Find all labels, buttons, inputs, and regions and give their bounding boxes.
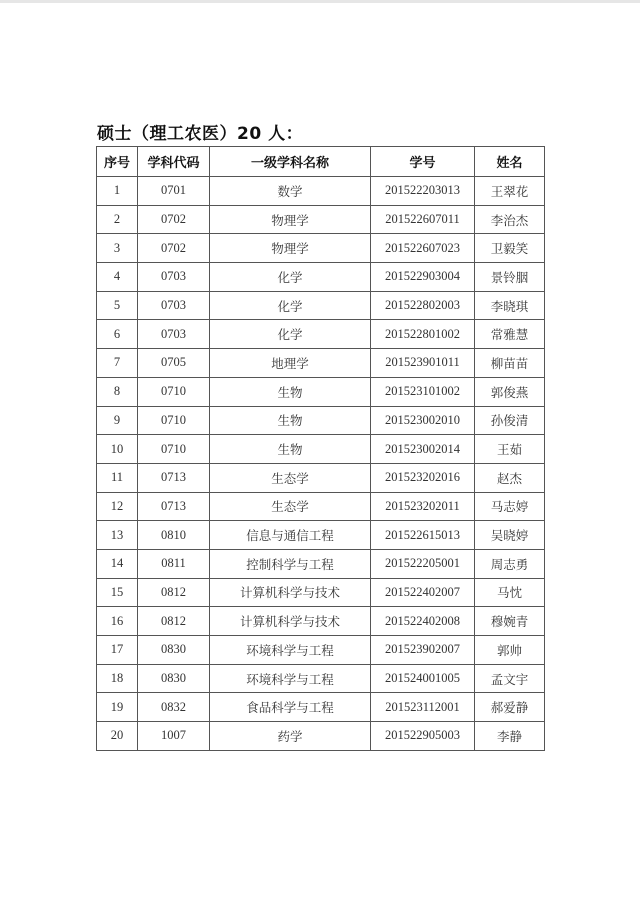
cell-student-name: 柳苗苗: [475, 349, 545, 378]
table-row: [97, 291, 545, 320]
cell-subject-name: 计算机科学与技术: [210, 607, 371, 636]
cell-student-id: 201522801002: [371, 320, 475, 349]
header-code: 学科代码: [138, 147, 210, 177]
cell-student-id: 201522402008: [371, 607, 475, 636]
cell-subject-name: 食品科学与工程: [210, 693, 371, 722]
cell-subject-code: 0713: [138, 463, 210, 492]
cell-student-name: 郭俊燕: [475, 377, 545, 406]
cell-subject-name: 计算机科学与技术: [210, 578, 371, 607]
table-row: [97, 263, 545, 292]
table-row: [97, 177, 545, 206]
table-row: [97, 349, 545, 378]
cell-index: 2: [97, 205, 138, 234]
table-row: [97, 320, 545, 349]
student-roster-table: [96, 146, 545, 751]
cell-subject-code: 0713: [138, 492, 210, 521]
cell-student-id: 201523901011: [371, 349, 475, 378]
cell-student-name: 马忱: [475, 578, 545, 607]
cell-index: 20: [97, 722, 138, 751]
header-name: 姓名: [475, 147, 545, 177]
cell-student-id: 201523112001: [371, 693, 475, 722]
cell-subject-code: 0811: [138, 549, 210, 578]
table-header-row: [97, 147, 545, 177]
cell-index: 11: [97, 463, 138, 492]
table-row: [97, 693, 545, 722]
cell-student-name: 李静: [475, 722, 545, 751]
cell-index: 4: [97, 263, 138, 292]
cell-index: 19: [97, 693, 138, 722]
cell-student-id: 201523002014: [371, 435, 475, 464]
cell-student-name: 王翠花: [475, 177, 545, 206]
cell-index: 10: [97, 435, 138, 464]
table-row: [97, 578, 545, 607]
cell-subject-name: 药学: [210, 722, 371, 751]
cell-subject-name: 物理学: [210, 205, 371, 234]
cell-index: 9: [97, 406, 138, 435]
cell-subject-name: 生态学: [210, 463, 371, 492]
cell-student-name: 郭帅: [475, 636, 545, 665]
cell-subject-name: 生态学: [210, 492, 371, 521]
cell-student-name: 李晓琪: [475, 291, 545, 320]
cell-subject-name: 生物: [210, 406, 371, 435]
cell-index: 14: [97, 549, 138, 578]
cell-subject-name: 控制科学与工程: [210, 549, 371, 578]
cell-student-name: 穆婉青: [475, 607, 545, 636]
cell-student-name: 周志勇: [475, 549, 545, 578]
cell-subject-name: 化学: [210, 263, 371, 292]
table-row: [97, 406, 545, 435]
cell-student-id: 201523902007: [371, 636, 475, 665]
cell-student-name: 常雅慧: [475, 320, 545, 349]
cell-student-id: 201522402007: [371, 578, 475, 607]
cell-subject-name: 地理学: [210, 349, 371, 378]
cell-subject-name: 物理学: [210, 234, 371, 263]
cell-subject-name: 生物: [210, 377, 371, 406]
cell-index: 3: [97, 234, 138, 263]
header-subject: 一级学科名称: [210, 147, 371, 177]
cell-index: 8: [97, 377, 138, 406]
cell-subject-name: 化学: [210, 291, 371, 320]
cell-index: 12: [97, 492, 138, 521]
cell-subject-code: 0812: [138, 578, 210, 607]
cell-subject-name: 环境科学与工程: [210, 636, 371, 665]
cell-student-name: 李治杰: [475, 205, 545, 234]
table-row: [97, 435, 545, 464]
cell-index: 6: [97, 320, 138, 349]
cell-subject-code: 0705: [138, 349, 210, 378]
cell-subject-code: 0710: [138, 435, 210, 464]
cell-subject-code: 0701: [138, 177, 210, 206]
header-index: 序号: [97, 147, 138, 177]
cell-index: 1: [97, 177, 138, 206]
cell-student-id: 201522607023: [371, 234, 475, 263]
cell-student-name: 景铃胭: [475, 263, 545, 292]
table-row: [97, 521, 545, 550]
table-row: [97, 722, 545, 751]
cell-index: 13: [97, 521, 138, 550]
cell-subject-name: 信息与通信工程: [210, 521, 371, 550]
cell-student-id: 201522802003: [371, 291, 475, 320]
cell-subject-code: 0702: [138, 205, 210, 234]
cell-student-id: 201522203013: [371, 177, 475, 206]
table-row: [97, 664, 545, 693]
cell-subject-code: 0830: [138, 664, 210, 693]
cell-index: 15: [97, 578, 138, 607]
cell-student-name: 马志婷: [475, 492, 545, 521]
cell-student-id: 201522905003: [371, 722, 475, 751]
cell-student-id: 201522903004: [371, 263, 475, 292]
table-row: [97, 607, 545, 636]
table-row: [97, 492, 545, 521]
cell-subject-code: 0830: [138, 636, 210, 665]
table-row: [97, 377, 545, 406]
cell-index: 17: [97, 636, 138, 665]
cell-student-name: 赵杰: [475, 463, 545, 492]
cell-subject-code: 0702: [138, 234, 210, 263]
cell-student-id: 201523101002: [371, 377, 475, 406]
cell-subject-name: 数学: [210, 177, 371, 206]
cell-student-name: 孙俊清: [475, 406, 545, 435]
cell-index: 5: [97, 291, 138, 320]
cell-subject-code: 0710: [138, 377, 210, 406]
cell-subject-name: 化学: [210, 320, 371, 349]
cell-student-name: 孟文宇: [475, 664, 545, 693]
cell-student-name: 王茹: [475, 435, 545, 464]
cell-index: 18: [97, 664, 138, 693]
cell-subject-code: 0703: [138, 291, 210, 320]
cell-index: 16: [97, 607, 138, 636]
table-row: [97, 636, 545, 665]
table-row: [97, 205, 545, 234]
header-student-id: 学号: [371, 147, 475, 177]
cell-subject-name: 生物: [210, 435, 371, 464]
cell-student-id: 201522205001: [371, 549, 475, 578]
section-title: 硕士（理工农医）20 人：: [97, 124, 304, 144]
cell-subject-code: 0710: [138, 406, 210, 435]
cell-student-name: 吴晓婷: [475, 521, 545, 550]
cell-subject-code: 0703: [138, 320, 210, 349]
cell-subject-code: 0832: [138, 693, 210, 722]
table-row: [97, 234, 545, 263]
cell-index: 7: [97, 349, 138, 378]
table-body: [97, 177, 545, 751]
cell-student-name: 卫毅笑: [475, 234, 545, 263]
cell-subject-name: 环境科学与工程: [210, 664, 371, 693]
cell-student-id: 201522615013: [371, 521, 475, 550]
cell-subject-code: 0810: [138, 521, 210, 550]
cell-student-id: 201523002010: [371, 406, 475, 435]
cell-subject-code: 0812: [138, 607, 210, 636]
cell-student-id: 201524001005: [371, 664, 475, 693]
cell-student-id: 201523202016: [371, 463, 475, 492]
cell-subject-code: 1007: [138, 722, 210, 751]
table-row: [97, 463, 545, 492]
table-row: [97, 549, 545, 578]
cell-student-name: 郝爱静: [475, 693, 545, 722]
page-top-edge: [0, 0, 640, 3]
cell-student-id: 201523202011: [371, 492, 475, 521]
cell-student-id: 201522607011: [371, 205, 475, 234]
cell-subject-code: 0703: [138, 263, 210, 292]
